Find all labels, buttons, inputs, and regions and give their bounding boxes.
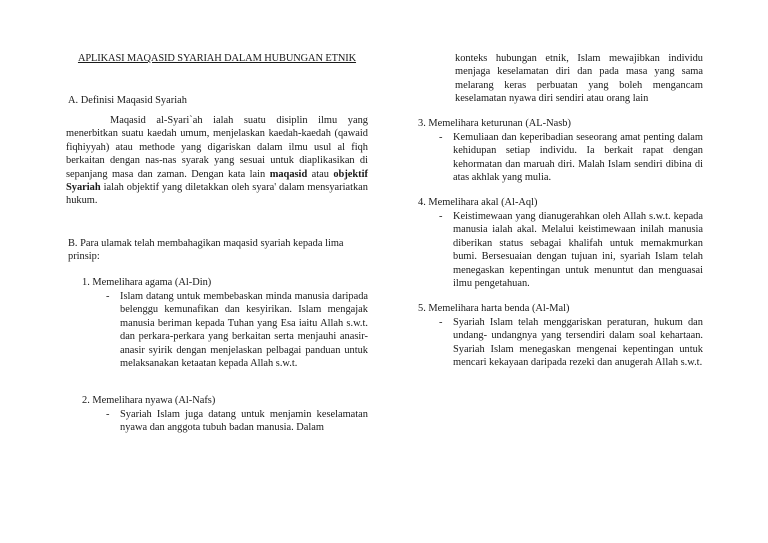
item-3-bullet — [439, 131, 703, 185]
item-2-text: Syariah Islam juga datang untuk menjamin keselamatan nyawa dan anggota tubuh badan manusia. Dalam — [120, 409, 368, 434]
bold-term-objektif-syariah: objektif Syariah — [66, 168, 368, 194]
item-3-text: Kemuliaan dan keperibadian seseorang amat penting dalam kehidupan setiap individu. Ia berkait rapat dengan kehormatan dan maruah diri. Malah Islam sendiri dibina di atas akhlak yang mulia. — [453, 132, 703, 184]
definition-text-2: ialah objektif yang diletakkan oleh syara' dalam mensyariatkan hukum. — [66, 182, 368, 207]
item-2-heading: 2. Memelihara nyawa (Al-Nafs) — [82, 395, 216, 406]
item-2-bullet — [106, 408, 368, 435]
item-5-bullet — [439, 316, 703, 370]
bullet-dash: - — [106, 291, 110, 302]
bold-term-maqasid: maqasid — [269, 168, 308, 180]
item-1-text: Islam datang untuk membebaskan minda manusia daripada belenggu kemunafikan dan kesyirikan. Islam mengajak manusia beriman kepada Tuhan yang Esa iaitu Allah s.w.t. dan perkara-perkara yang berkaitan serta menjauhi anasir-anasir syirik dengan menjelaskan pelbagai panduan untuk melaksanakan ketaatan kepada Allah s.w.t. — [120, 291, 368, 370]
bullet-dash: - — [439, 132, 443, 143]
item-4-text: Keistimewaan yang dianugerahkan oleh Allah s.w.t. kepada manusia ialah akal. Melalui keistimewaan inilah manusia diberikan status sebagai khalifah untuk memakmurkan bumi. Bersesuaian dengan tujuan ini, syariah Islam telah menegaskan kepentingan untuk menuntut dan menguasai ilmu pengetahuan. — [453, 211, 703, 290]
item-1-bullet — [106, 290, 368, 370]
bullet-dash: - — [439, 211, 443, 222]
item-4-heading: 4. Memelihara akal (Al-Aql) — [418, 197, 538, 208]
definition-conjunction: atau — [307, 168, 334, 180]
document-title: APLIKASI MAQASID SYARIAH DALAM HUBUNGAN ETNIK — [77, 53, 357, 64]
definition-paragraph — [66, 114, 368, 208]
section-b-heading: B. Para ulamak telah membahagikan maqasid syariah kepada lima prinsip: — [68, 238, 344, 263]
item-5-heading: 5. Memelihara harta benda (Al-Mal) — [418, 303, 570, 314]
bullet-dash: - — [106, 409, 110, 420]
item-5-text: Syariah Islam telah menggariskan peraturan, hukum dan undang- undangnya yang tersendiri dalam soal kehartaan. Syariah Islam menegaskan mengenai kepentingan untuk mencari kekayaan daripada rezeki dan anugerah Allah s.w.t. — [453, 317, 703, 369]
section-a-heading: A. Definisi Maqasid Syariah — [68, 95, 187, 106]
item-3-heading: 3. Memelihara keturunan (AL-Nasb) — [418, 118, 571, 129]
definition-text-1: Maqasid al-Syari`ah ialah suatu disiplin ilmu yang menerbitkan suatu kaedah umum, menjelaskan kaedah-kaedah (qawaid fiqhiyyah) atau methode yang digariskan dalam ilmu usul al fiqh berkaitan dengan nas-nas syarak yang sesuai untuk diaplikasikan di sepanjang masa dan zaman. Dengan kata lain — [66, 115, 368, 180]
item-4-bullet — [439, 210, 703, 290]
item-2-continuation: konteks hubungan etnik, Islam mewajibkan individu menjaga keselamatan diri dan pada masa yang sama melarang keras perbuatan yang boleh mengancam keselamatan nyawa diri sendiri atau orang lain — [455, 53, 703, 105]
item-1-heading: 1. Memelihara agama (Al-Din) — [82, 277, 212, 288]
bullet-dash: - — [439, 317, 443, 328]
